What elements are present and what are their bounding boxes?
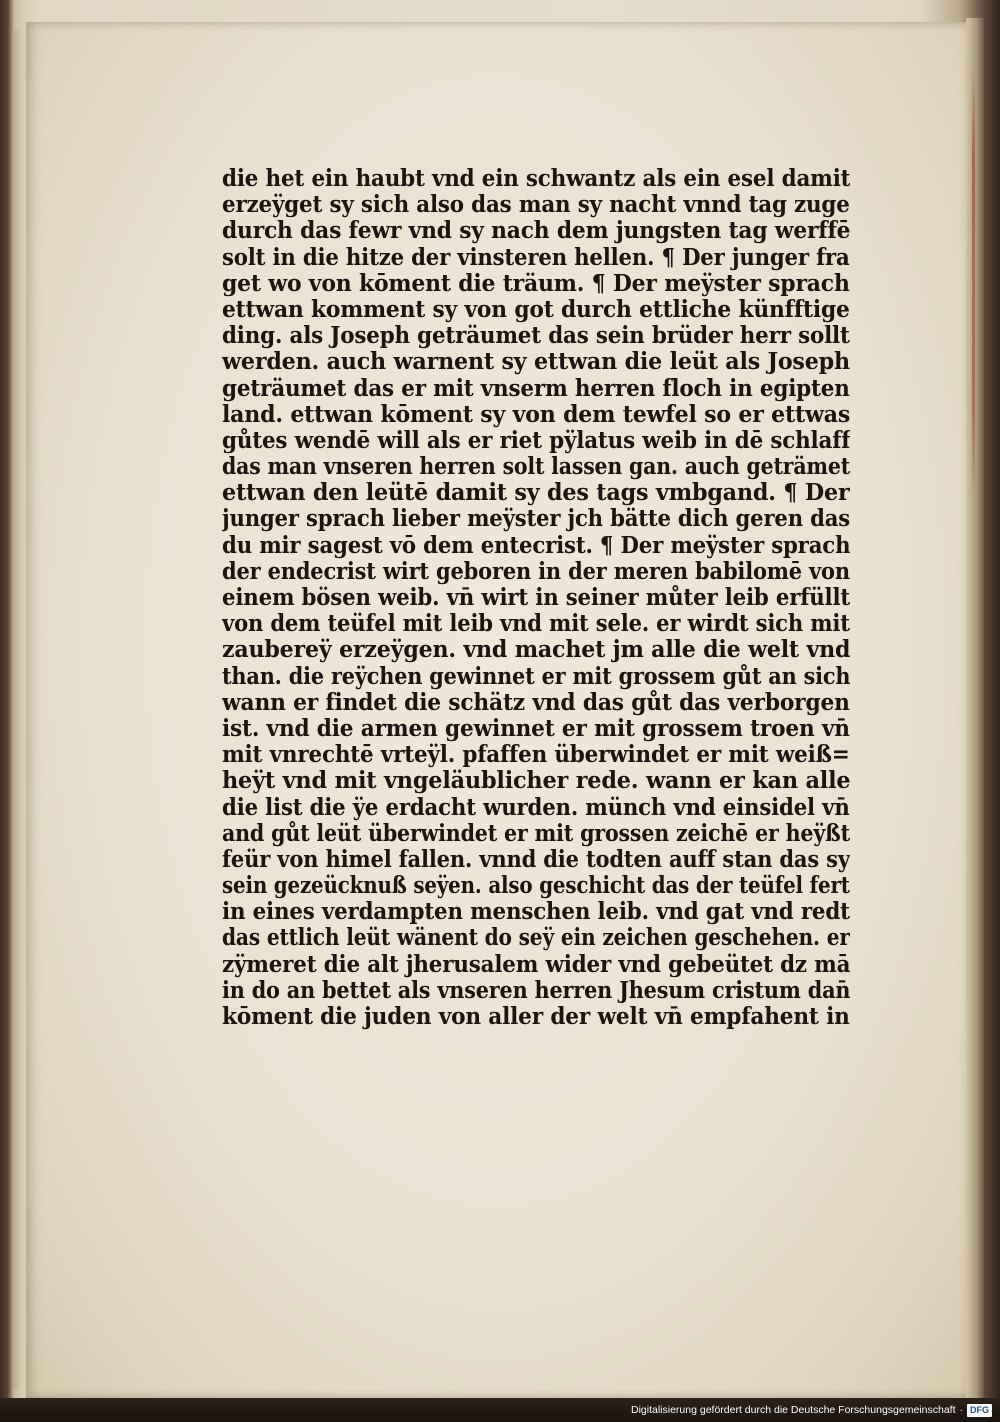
text-line: in do an bettet als vnseren herren Jhesum cristum dan̄: [222, 977, 850, 1004]
footer: [631, 1401, 992, 1419]
text-line: and gůt leüt überwindet er mit grossen zeichē er heÿßt: [222, 820, 850, 847]
text-line: heÿt vnd mit vngeläublicher rede. wann er kan alle: [222, 768, 850, 795]
text-line: die het ein haubt vnd ein schwantz als ein esel damit: [222, 166, 850, 192]
page-text-block: [222, 166, 850, 1030]
red-edge-mark: [972, 70, 975, 500]
text-line: junger sprach lieber meÿster jch bätte dich geren das: [222, 506, 850, 533]
page-edge-left: [14, 30, 22, 1390]
text-line: zaubereÿ erzeÿgen. vnd machet jm alle die welt vnd: [222, 637, 850, 664]
page-edge-right: [966, 18, 984, 1398]
text-line: ding. als Joseph geträumet das sein brüder herr sollt: [222, 323, 850, 350]
text-line: land. ettwan kōment sy von dem tewfel so er ettwas: [222, 401, 850, 428]
text-line: wann er findet die schätz vnd das gůt das verborgen: [222, 689, 850, 716]
text-line: solt in die hitze der vinsteren hellen. ¶ Der junger fra: [222, 244, 850, 271]
text-line: in eines verdampten menschen leib. vnd gat vnd redt: [222, 899, 850, 926]
text-line: das ettlich leüt wänent do seÿ ein zeichen geschehen. er: [222, 925, 850, 952]
text-line: von dem teüfel mit leib vnd mit sele. er wirdt sich mit: [222, 611, 850, 638]
text-line: ettwan den leütē damit sy des tags vmbgand. ¶ Der: [222, 480, 850, 507]
text-line: der endecrist wirt geboren in der meren babilomē von: [222, 558, 850, 585]
text-line: zÿmeret die alt jherusalem wider vnd gebeütet dz mā: [222, 951, 850, 978]
text-line: ist. vnd die armen gewinnet er mit grossem troen vn̄: [222, 715, 850, 742]
footer-credit-text: Digitalisierung gefördert durch die Deutsche Forschungsgemeinschaft: [630, 1404, 956, 1416]
text-line: sein gezeücknuß seÿen. also geschicht das der teüfel fert: [222, 873, 850, 900]
text-line: du mir sagest vō dem entecrist. ¶ Der meÿster sprach: [222, 532, 850, 559]
footer-separator: ·: [959, 1404, 963, 1416]
text-line: erzeÿget sy sich also das man sy nacht vnnd tag zuge: [222, 192, 850, 219]
text-line: einem bösen weib. vn̄ wirt in seiner můter leib erfüllt: [222, 585, 850, 611]
text-line: das man vnseren herren solt lassen gan. auch geträmet: [222, 454, 850, 481]
text-line: gůtes wendē will als er riet pÿlatus weib in dē schlaff: [222, 427, 850, 454]
text-line: kōment die juden von aller der welt vn̄ empfahent in: [222, 1004, 850, 1030]
text-line: geträumet das er mit vnserm herren floch in egipten: [222, 375, 850, 402]
text-line: werden. auch warnent sy ettwan die leüt als Joseph: [222, 349, 850, 376]
text-line: mit vnrechtē vrteÿl. pfaffen überwindet er mit weiß=: [222, 742, 850, 769]
text-line: get wo von kōment die träum. ¶ Der meÿster sprach: [222, 270, 850, 297]
text-line: than. die reÿchen gewinnet er mit grossem gůt an sich: [222, 663, 850, 690]
text-line: durch das fewr vnd sy nach dem jungsten tag werffē: [222, 218, 850, 245]
text-line: die list die ÿe erdacht wurden. münch vnd einsidel vn̄: [222, 794, 850, 821]
dfg-logo: DFG: [967, 1404, 992, 1417]
text-line: ettwan komment sy von got durch ettliche künfftige: [222, 296, 850, 323]
text-line: feür von himel fallen. vnnd die todten auff stan das sy: [222, 846, 850, 873]
